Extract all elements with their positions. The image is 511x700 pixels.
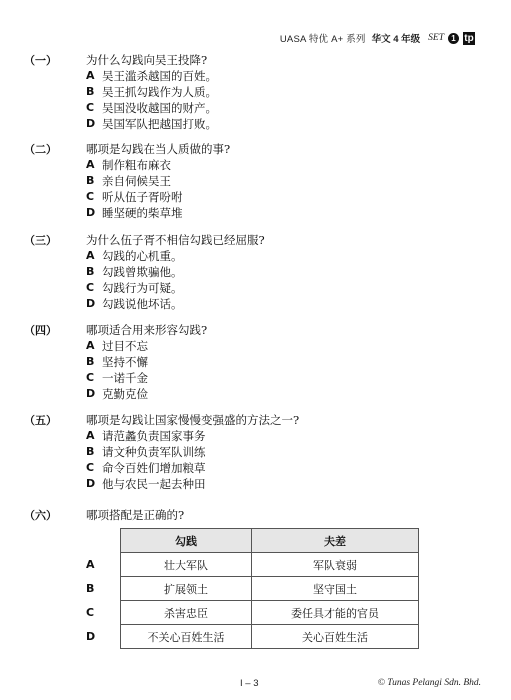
question-5: [24, 412, 484, 492]
option-text: 命令百姓们增加粮草: [102, 461, 206, 475]
option-d[interactable]: [86, 205, 484, 221]
option-letter: C: [86, 190, 95, 203]
option-text: 吴国军队把越国打败。: [102, 117, 217, 131]
table-cell: 委任具才能的官员: [252, 601, 419, 625]
option-a[interactable]: [86, 68, 484, 84]
question-1: [24, 52, 484, 132]
series-title: UASA 特优 A+ 系列: [279, 34, 366, 45]
option-letter: B: [86, 445, 95, 458]
table-row-c[interactable]: [84, 601, 419, 625]
option-letter: C: [86, 101, 95, 114]
option-c[interactable]: [86, 370, 484, 386]
matching-table: [84, 528, 419, 649]
question-4: [24, 322, 484, 402]
page-header: [280, 31, 475, 45]
option-text: 请范蠡负责国家事务: [102, 429, 206, 443]
row-letter: A: [86, 558, 95, 571]
option-letter: B: [86, 174, 95, 187]
row-letter: C: [86, 606, 95, 619]
option-text: 坚持不懈: [102, 355, 148, 369]
table-cell: 壮大军队: [121, 553, 252, 577]
table-row-b[interactable]: [84, 577, 419, 601]
option-letter: A: [86, 158, 95, 171]
option-text: 亲自伺候吴王: [102, 174, 171, 188]
option-b[interactable]: [86, 444, 484, 460]
option-letter: B: [86, 355, 95, 368]
option-text: 听从伍子胥吩咐: [102, 190, 183, 204]
option-text: 勾践的心机重。: [102, 249, 183, 263]
column-header-fuchai: 夫差: [252, 529, 419, 553]
option-d[interactable]: [86, 386, 484, 402]
grade-label: 华文 4 年级: [371, 34, 421, 45]
question-2: [24, 141, 484, 221]
option-a[interactable]: [86, 428, 484, 444]
table-cell: 不关心百姓生活: [121, 625, 252, 649]
option-letter: C: [86, 371, 95, 384]
option-d[interactable]: [86, 476, 484, 492]
column-header-goujian: 勾践: [121, 529, 252, 553]
option-letter: A: [86, 339, 95, 352]
option-text: 他与农民一起去种田: [102, 477, 206, 491]
row-letter: D: [86, 630, 96, 643]
option-text: 吴国没收越国的财产。: [102, 101, 217, 115]
option-letter: B: [86, 85, 95, 98]
option-c[interactable]: [86, 100, 484, 116]
publisher-logo-icon: tp: [464, 32, 474, 44]
option-b[interactable]: [86, 84, 484, 100]
question-number: （四）: [24, 324, 57, 337]
table-cell: 军队衰弱: [252, 553, 419, 577]
table-row-d[interactable]: [84, 625, 419, 649]
row-letter-blank: [84, 529, 121, 553]
table-cell: 坚守国土: [252, 577, 419, 601]
option-text: 一诺千金: [102, 371, 148, 385]
option-b[interactable]: [86, 173, 484, 189]
option-letter: D: [86, 117, 96, 130]
question-stem: 哪项是勾践让国家慢慢变强盛的方法之一?: [86, 413, 300, 427]
question-stem: 为什么伍子胥不相信勾践已经屈服?: [86, 233, 265, 247]
option-text: 吴王抓勾践作为人质。: [102, 85, 217, 99]
question-number: （六）: [24, 509, 57, 522]
option-d[interactable]: [86, 116, 484, 132]
table-cell: 杀害忠臣: [121, 601, 252, 625]
option-text: 勾践说他坏话。: [102, 297, 183, 311]
option-a[interactable]: [86, 248, 484, 264]
option-b[interactable]: [86, 264, 484, 280]
table-row-a[interactable]: [84, 553, 419, 577]
table-cell: 扩展领土: [121, 577, 252, 601]
question-number: （一）: [24, 54, 57, 67]
option-letter: A: [86, 249, 95, 262]
question-6: [24, 507, 484, 523]
question-number: （五）: [24, 414, 57, 427]
option-letter: D: [86, 297, 96, 310]
set-number-badge: 1: [448, 33, 459, 44]
table-cell: 关心百姓生活: [252, 625, 419, 649]
option-letter: C: [86, 461, 95, 474]
question-number: （二）: [24, 143, 57, 156]
option-c[interactable]: [86, 280, 484, 296]
question-stem: 为什么勾践向吴王投降?: [86, 53, 208, 67]
set-label: SET: [428, 33, 444, 43]
question-stem: 哪项是勾践在当人质做的事?: [86, 142, 231, 156]
option-letter: A: [86, 69, 95, 82]
option-text: 睡坚硬的柴草堆: [102, 206, 183, 220]
option-text: 请文种负责军队训练: [102, 445, 206, 459]
option-letter: B: [86, 265, 95, 278]
option-c[interactable]: [86, 460, 484, 476]
copyright-notice: © Tunas Pelangi Sdn. Bhd.: [377, 678, 481, 688]
option-letter: C: [86, 281, 95, 294]
option-b[interactable]: [86, 354, 484, 370]
option-letter: D: [86, 206, 96, 219]
question-3: [24, 232, 484, 312]
option-text: 勾践曾欺骗他。: [102, 265, 183, 279]
option-a[interactable]: [86, 157, 484, 173]
row-letter: B: [86, 582, 95, 595]
option-text: 制作粗布麻衣: [102, 158, 171, 172]
option-a[interactable]: [86, 338, 484, 354]
option-text: 过目不忘: [102, 339, 148, 353]
table-header-row: [84, 529, 419, 553]
option-letter: D: [86, 477, 96, 490]
option-letter: A: [86, 429, 95, 442]
option-c[interactable]: [86, 189, 484, 205]
question-number: （三）: [24, 234, 57, 247]
question-stem: 哪项搭配是正确的?: [86, 508, 185, 522]
option-text: 吴王滥杀越国的百姓。: [102, 69, 217, 83]
option-letter: D: [86, 387, 96, 400]
option-text: 克勤克俭: [102, 387, 148, 401]
page-number: I – 3: [240, 678, 259, 689]
option-text: 勾践行为可疑。: [102, 281, 183, 295]
question-stem: 哪项适合用来形容勾践?: [86, 323, 208, 337]
option-d[interactable]: [86, 296, 484, 312]
